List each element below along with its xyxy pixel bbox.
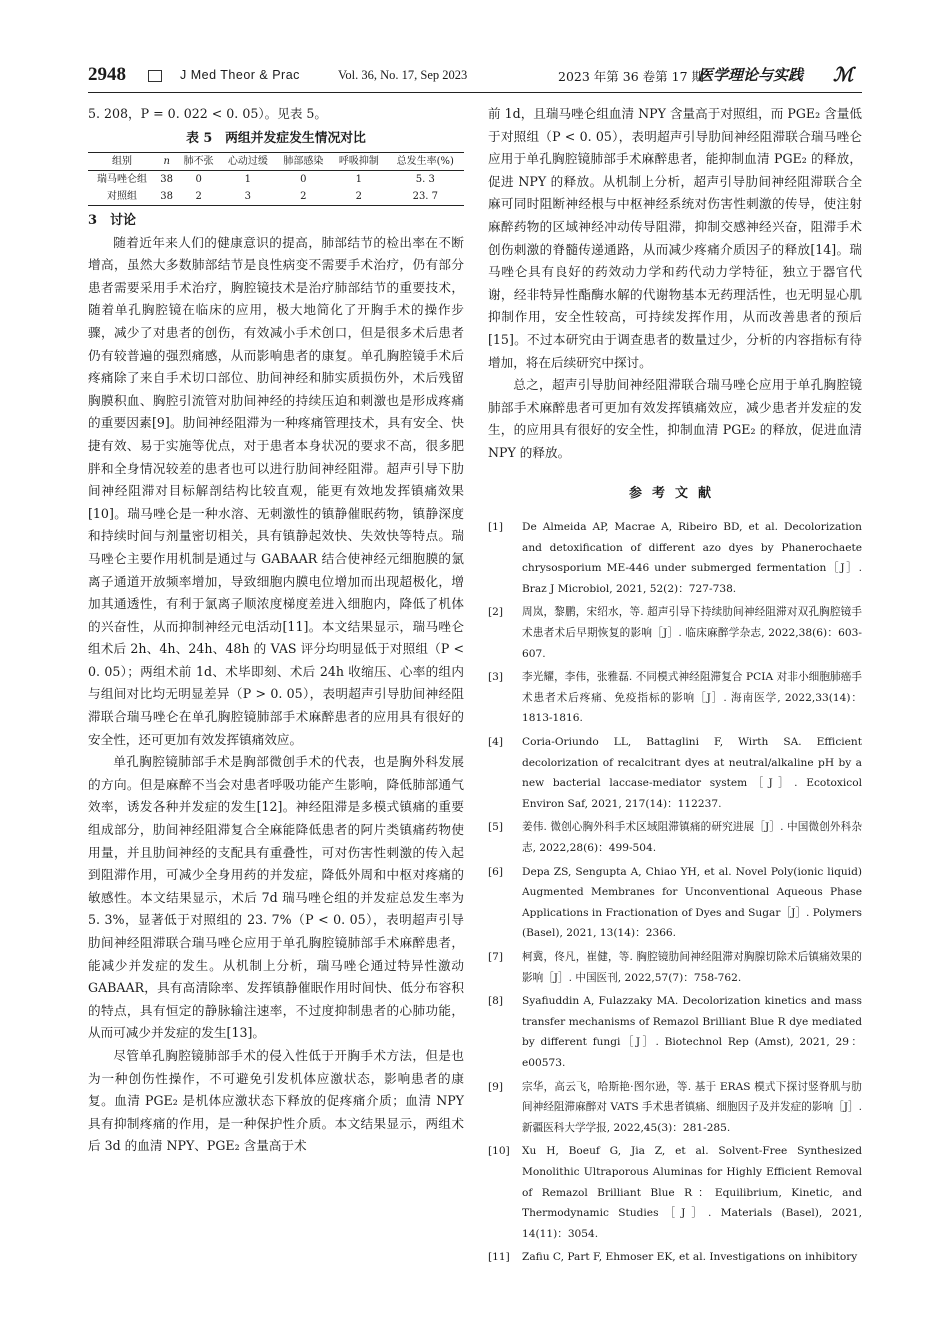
reference-item — [488, 862, 862, 944]
discussion-paragraph: 前 1d，且瑞马唑仑组血清 NPY 含量高于对照组，而 PGE₂ 含量低于对照组（P < 0. 05），表明超声引导肋间神经阻滞联合瑞马唑仑应用于单孔胸腔镜肺部手术麻醉患者，能抑制血清 PGE₂ 的释放，促进 NPY 的释放。从机制上分析，超声引导肋间神经阻滞联合全麻可同时阻断神经根与中枢神经系统对伤害性刺激的传导，使注射麻醉药物的区域神经冲动传导阻滞，抑制交感神经兴奋，阻滞手术创伤刺激的脊髓传递通路，从而减少疼痛介质因子的释放[14]。瑞马唑仑具有良好的药效动力学和药代动力学特征，独立于器官代谢，经非特异性酯酶水解的代谢物基本无药理活性，也无明显心肌抑制作用，安全性较高，可持续发挥作用，从而改善患者的预后[15]。不过本研究由于调查患者的数量过少，分析的内容指标有待增加，将在后续研究中探讨。 — [488, 106, 862, 370]
reference-number: [9] — [488, 1080, 504, 1093]
intro-line: 5. 208，P = 0. 022 < 0. 05）。见表 5。 — [88, 106, 328, 121]
table-cell: 2 — [195, 190, 202, 202]
conclusion-paragraph: 总之，超声引导肋间神经阻滞联合瑞马唑仑应用于单孔胸腔镜肺部手术麻醉患者可更加有效发挥镇痛效应，减少患者并发症的发生，的应用具有很好的安全性，抑制血清 PGE₂ 的释放，促进血清 NPY 的释放。 — [488, 377, 862, 460]
reference-item — [488, 1247, 862, 1268]
table-cell: 3 — [244, 190, 252, 202]
reference-text: 姜伟. 微创心胸外科手术区域阻滞镇痛的研究进展［J］. 中国微创外科杂志, 2022,28(6)：499-504. — [522, 821, 862, 854]
reference-item — [488, 947, 862, 988]
reference-number: [11] — [488, 1251, 510, 1264]
table-cell: 1 — [355, 173, 363, 185]
header-box-icon — [148, 70, 162, 82]
table-header-cell: 呼吸抑制 — [338, 155, 379, 167]
discussion-paragraph: 随着近年来人们的健康意识的提高，肺部结节的检出率在不断增高，虽然大多数肺部结节是良性病变不需要手术治疗，仍有部分患者需要采用手术治疗，胸腔镜技术是治疗肺部结节的重要技术，随着单孔胸腔镜在临床的应用，极大地简化了开胸手术的操作步骤，减少了对患者的创伤，有效减小手术创口，但是很多术后患者仍有较普遍的强烈痛感，从而影响患者的康复。单孔胸腔镜手术后疼痛除了来自手术切口部位、肋间神经和肺实质损伤外，术后残留胸膜积血、胸腔引流管对肋间神经的持续压迫和刺激也是形成疼痛的重要因素[9]。肋间神经阻滞为一种疼痛管理技术，具有安全、快捷有效、易于实施等优点，对于患者本身状况的要求不高，很多肥胖和全身情况较差的患者也可以进行肋间神经阻滞。超声引导下肋间神经阻滞对目标解剖结构比较直观，能更有效地发挥镇痛效果[10]。瑞马唑仑是一种水溶、无刺激性的镇静催眠药物，镇静深度和持续时间与剂量密切相关，具有镇静起效快、失效快等特点。瑞马唑仑主要作用机制是通过与 GABAAR 结合使神经元细胞膜的氯离子通道开放频率增加，导致细胞内膜电位增加而出现超极化，增加其通透性，有利于氯离子顺浓度梯度差进入细胞内，降低了机体的兴奋性，从而抑制神经元电活动[11]。本文结果显示，瑞马唑仑组术后 2h、4h、24h、48h 的 VAS 评分均明显低于对照组（P < 0. 05）；两组术前 1d、术毕即刻、术后 24h 收缩压、心率的组内与组间对比均无明显差异（P > 0. 05），表明超声引导肋间神经阻滞联合瑞马唑仑在单孔胸腔镜肺部手术麻醉患者的应用具有很好的安全性，还可更加有效发挥镇痛效应。 — [88, 234, 464, 747]
reference-text: 李光耀，李伟，张雅磊. 不同模式神经阻滞复合 PCIA 对非小细胞肺癌手术患者术后疼痛、免疫指标的影响［J］. 海南医学, 2022,33(14)：1813-1816. — [522, 671, 862, 725]
table-row — [88, 170, 464, 188]
left-column — [88, 103, 464, 1158]
section-heading: 3 讨论 — [88, 212, 137, 228]
page-number: 2948 — [88, 64, 126, 85]
table-cell: 0 — [195, 173, 202, 185]
reference-item — [488, 1077, 862, 1139]
table-cell: 0 — [300, 173, 307, 185]
reference-text: Coria-Oriundo LL, Battaglini F, Wirth SA. Efficient decolorization of recalcitrant dyes at neutral/alkaline pH by a new bacterial laccase-mediator system［J］. Ecotoxicol Environ Saf, 2021, 217(14)：112237. — [522, 736, 862, 810]
table-header-cell: 总发生率(%) — [396, 155, 454, 167]
table-cell: 38 — [160, 190, 174, 202]
discussion-paragraph: 单孔胸腔镜肺部手术是胸部微创手术的代表，也是胸外科发展的方向。但是麻醉不当会对患者呼吸功能产生影响，降低肺部通气效率，诱发各种并发症的发生[12]。神经阻滞是多模式镇痛的重要组成部分，肋间神经阻滞复合全麻能降低患者的阿片类镇痛药物使用量，并且肋间神经的支配具有重叠性，可对伤害性刺激的传入起到阻滞作用，可减少全身用药的并发症，降低外周和中枢对疼痛的敏感性。本文结果显示，术后 7d 瑞马唑仑组的并发症总发生率为 5. 3%，显著低于对照组的 23. 7%（P < 0. 05），表明超声引导肋间神经阻滞联合瑞马唑仑应用于单孔胸腔镜肺部手术麻醉患者，能减少并发症的发生。从机制上分析，瑞马唑仑通过特异性激动 GABAAR，具有高清除率、发挥镇静催眠作用时间快、低分布容积的特点，具有恒定的静脉输注速率，不过度抑制患者的心肺功能，从而可减少并发症的发生[13]。 — [88, 754, 464, 1041]
reference-item — [488, 517, 862, 599]
right-column — [488, 103, 862, 1271]
reference-item — [488, 732, 862, 814]
reference-number: [3] — [488, 671, 504, 684]
table-cell: 对照组 — [107, 190, 138, 202]
reference-text: Syafiuddin A, Fulazzaky MA. Decolorization kinetics and mass transfer mechanisms of Remazol Brilliant Blue R dye mediated by different fungi［J］. Biotechnol Rep (Amst), 2021, 29：e00573. — [522, 995, 862, 1069]
table-cell: 1 — [244, 173, 252, 185]
table-cell: 2 — [300, 190, 307, 202]
reference-number: [7] — [488, 950, 504, 963]
reference-item — [488, 991, 862, 1073]
reference-text: Zafiu C, Part F, Ehmoser EK, et al. Investigations on inhibitory — [522, 1251, 858, 1264]
reference-text: Xu H, Boeuf G, Jia Z, et al. Solvent-Free Synthesized Monolithic Ultraporous Aluminas for Highly Efficient Removal of Remazol Brilliant Blue R：Equilibrium, Kinetic, and Thermodynamic Studies［J］. Materials (Basel), 2021, 14(11)：3054. — [522, 1145, 862, 1240]
running-header — [88, 62, 862, 90]
discussion-paragraph: 尽管单孔胸腔镜肺部手术的侵入性低于开胸手术方法，但是也为一种创伤性操作，不可避免引发机体应激状态，影响患者的康复。血清 PGE₂ 是机体应激状态下释放的促疼痛介质；血清 NPY 具有抑制疼痛的作用，是一种保护性介质。本文结果显示，两组术后 3d 的血清 NPY、PGE₂ 含量高于术 — [88, 1047, 464, 1154]
reference-text: 宗华，高云飞，哈斯艳·图尔逊，等. 基于 ERAS 模式下探讨竖脊肌与肋间神经阻滞麻醉对 VATS 手术患者镇痛、细胞因子及并发症的影响［J］. 新疆医科大学学报, 2022,45(3)：281-285. — [522, 1080, 862, 1134]
table-cell: 5. 3 — [415, 173, 435, 185]
table-cell: 23. 7 — [412, 190, 439, 202]
reference-number: [8] — [488, 995, 504, 1008]
table-header-cell: 心动过缓 — [227, 155, 268, 167]
reference-number: [1] — [488, 521, 504, 534]
table-header-cell: 肺不张 — [183, 155, 214, 167]
reference-number: [4] — [488, 736, 504, 749]
header-rule — [88, 92, 862, 93]
table-header-cell: 组别 — [112, 155, 133, 167]
reference-text: 柯冀，佟凡，崔健，等. 胸腔镜肋间神经阻滞对胸腺切除术后镇痛效果的影响［J］. 中国医刊, 2022,57(7)：758-762. — [522, 950, 862, 984]
reference-item — [488, 817, 862, 858]
reference-list — [488, 517, 862, 1268]
reference-text: Depa ZS, Sengupta A, Chiao YH, et al. Novel Poly(ionic liquid) Augmented Membranes for Unconventional Aqueous Phase Applications in Fractionation of Dyes and Sugar［J］. Polymers (Basel), 2021, 13(14)：2366. — [522, 865, 862, 940]
reference-text: 周岚，黎鹏，宋绍水，等. 超声引导下持续肋间神经阻滞对双孔胸腔镜手术患者术后早期恢复的影响［J］. 临床麻醉学杂志, 2022,38(6)：603-607. — [522, 606, 862, 660]
complications-table — [88, 152, 464, 206]
table-header-cell: 肺部感染 — [283, 155, 324, 167]
reference-number: [10] — [488, 1145, 510, 1158]
table-cell: 38 — [160, 173, 174, 185]
reference-number: [2] — [488, 606, 504, 619]
table-cell: 2 — [355, 190, 363, 202]
table-cell: 瑞马唑仑组 — [97, 173, 148, 185]
reference-number: [6] — [488, 865, 504, 878]
journal-volume: Vol. 36, No. 17, Sep 2023 — [338, 68, 468, 82]
reference-item — [488, 1141, 862, 1244]
journal-name: J Med Theor & Prac — [180, 68, 300, 82]
journal-brand: 医学理论与实践 — [698, 67, 804, 84]
table-row — [88, 188, 464, 206]
references-heading: 参考文献 — [628, 485, 721, 501]
table-caption: 表 5 两组并发症发生情况对比 — [186, 130, 366, 146]
reference-item — [488, 602, 862, 664]
reference-text: De Almeida AP, Macrae A, Ribeiro BD, et al. Decolorization and detoxification of different azo dyes by Phanerochaete chrysosporium ME-446 under submerged fermentation［J］. Braz J Microbiol, 2021, 52(2)：727-738. — [522, 521, 862, 595]
table-header-cell: n — [163, 155, 170, 167]
journal-logo-icon: ℳ — [833, 65, 854, 86]
journal-volume-cn: 2023 年第 36 卷第 17 期 — [558, 69, 704, 84]
reference-number: [5] — [488, 821, 504, 834]
reference-item — [488, 667, 862, 729]
table-header-row — [88, 152, 464, 170]
